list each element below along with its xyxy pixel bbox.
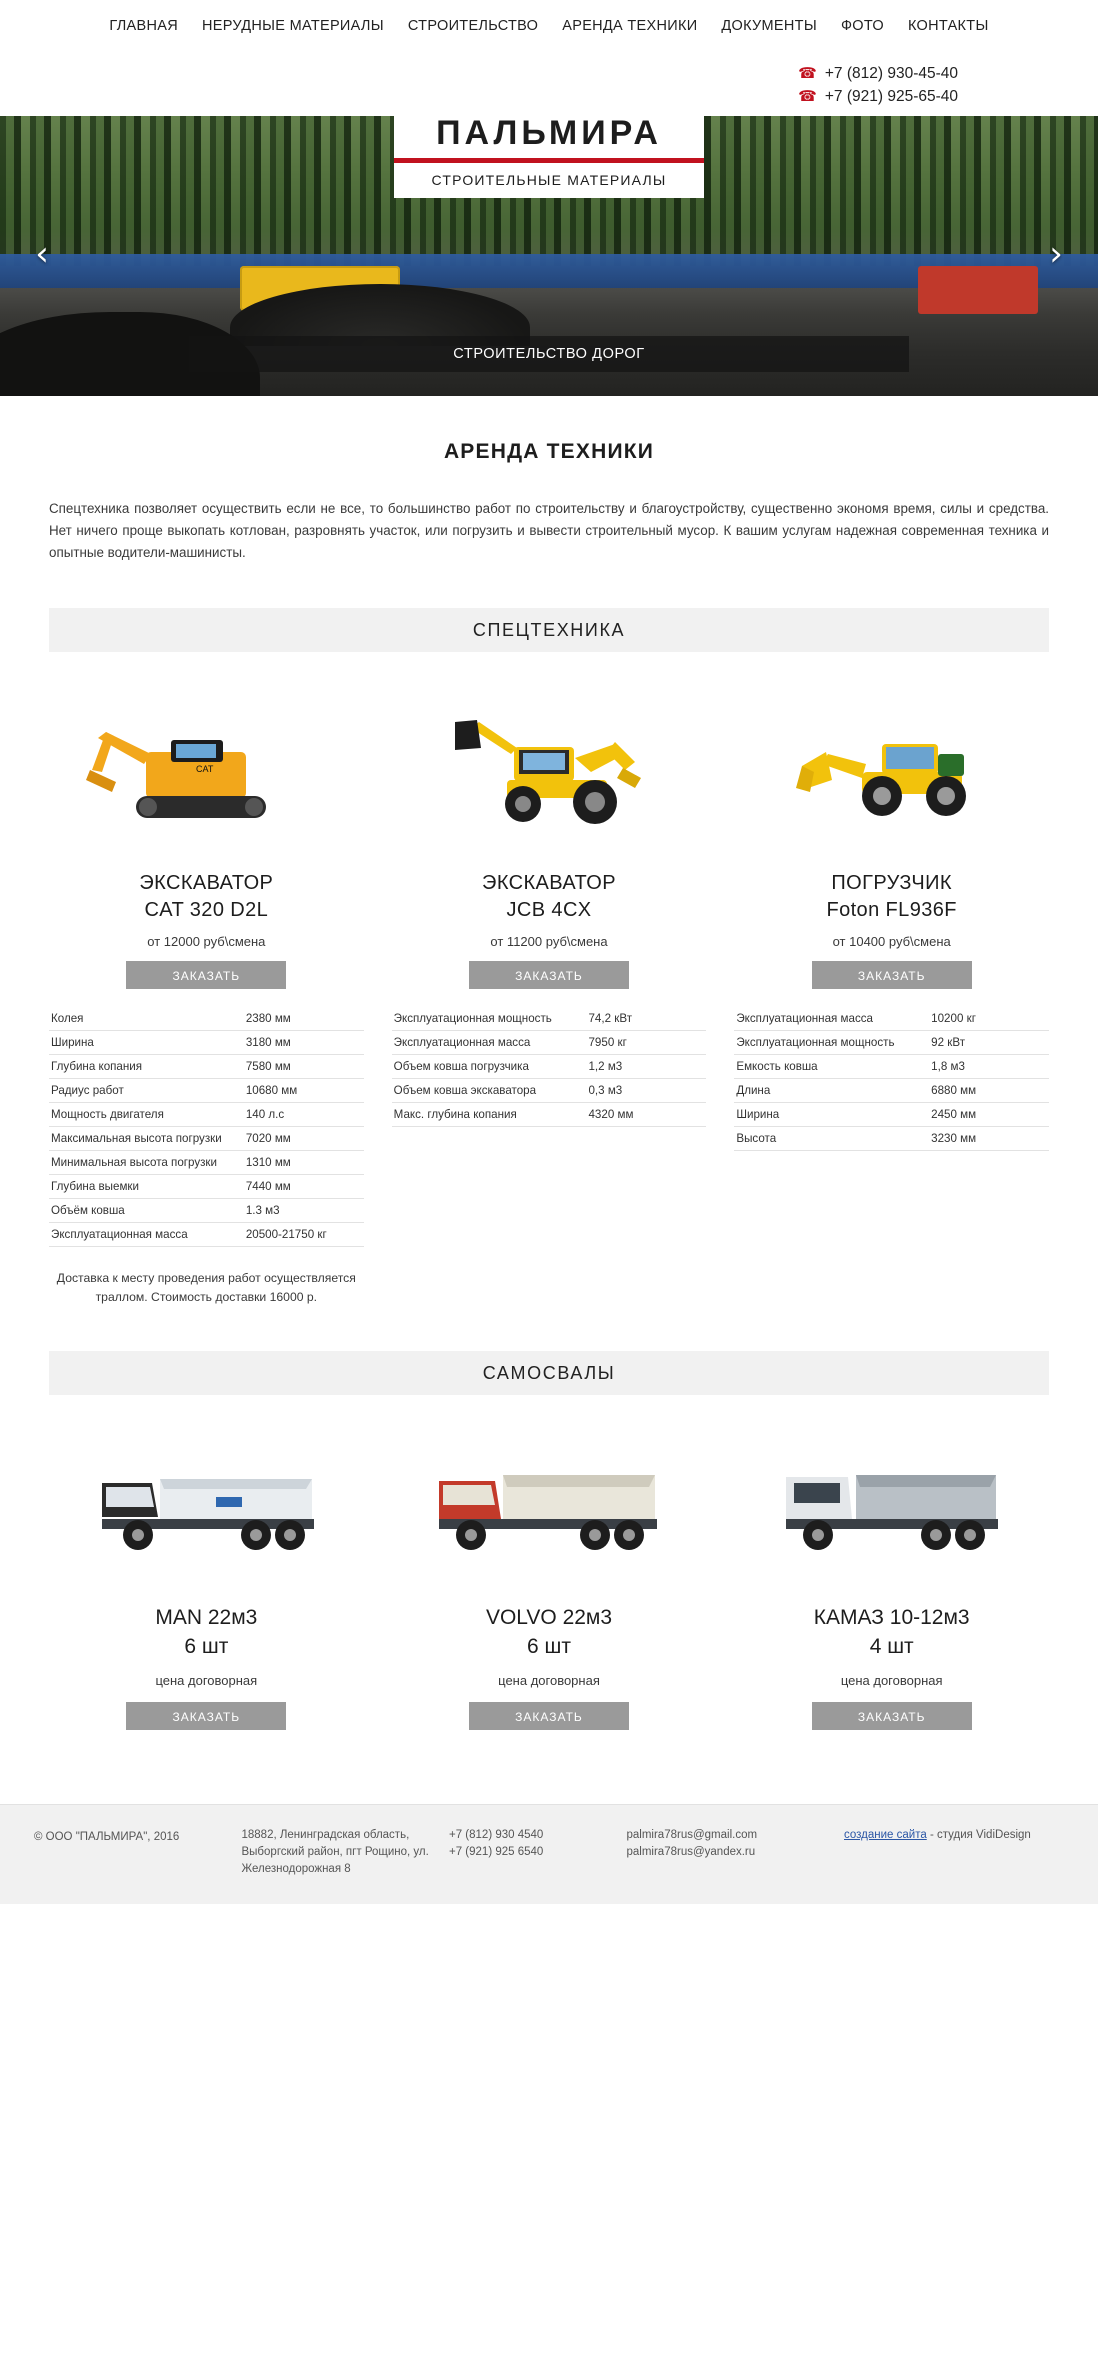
header-band [0,52,1098,116]
spec-value: 7580 мм [238,1055,364,1079]
product-price: цена договорная [840,1673,943,1688]
spec-value: 10680 мм [238,1079,364,1103]
svg-text:CAT: CAT [196,764,214,774]
spec-name: Глубина копания [49,1055,238,1079]
product-title [49,870,364,924]
loader-foton-image [734,678,1049,856]
product-title-line1: ПОГРУЗЧИК [831,872,952,894]
product-price: от 10400 руб\смена [832,934,951,949]
table-row [49,1223,364,1247]
section-title-special: СПЕЦТЕХНИКА [49,608,1049,652]
hero-machine-red [918,266,1038,314]
slider-prev-icon[interactable]: ‹ [35,234,49,274]
phone-icon: ☎ [798,88,817,105]
product-title-line2: JCB 4CX [506,899,592,921]
nav-item-home[interactable]: ГЛАВНАЯ [109,18,179,34]
order-button[interactable]: ЗАКАЗАТЬ [812,1702,972,1730]
spec-name: Эксплуатационная мощность [734,1031,923,1055]
table-row [734,1055,1049,1079]
spec-name: Эксплуатационная масса [392,1031,581,1055]
footer-email-1[interactable]: palmira78rus@gmail.com [626,1829,758,1841]
header-phone-2[interactable]: +7 (921) 925-65-40 [824,88,958,105]
footer-phone-1[interactable]: +7 (812) 930 4540 [449,1829,544,1841]
spec-name: Эксплуатационная масса [734,1007,923,1031]
spec-value: 2450 мм [923,1103,1049,1127]
section-title-dumpers: САМОСВАЛЫ [49,1351,1049,1395]
footer-developer-suffix: - студия VidiDesign [926,1829,1031,1841]
order-button[interactable]: ЗАКАЗАТЬ [812,961,972,989]
footer-developer [844,1827,1064,1878]
spec-value: 7020 мм [238,1127,364,1151]
truck-volvo-image [392,1421,707,1591]
spec-value: 2380 мм [238,1007,364,1031]
nav-item-documents[interactable]: ДОКУМЕНТЫ [721,18,817,34]
main-content [49,440,1049,564]
spec-value: 7950 кг [580,1031,706,1055]
nav-item-photo[interactable]: ФОТО [840,18,884,34]
section-spacer [0,1307,1098,1351]
spec-name: Объем ковша экскаватора [392,1079,581,1103]
dump-trucks-cards [49,1421,1049,1748]
header-phone-1[interactable]: +7 (812) 930-45-40 [824,65,958,82]
product-card-kamaz [734,1421,1049,1748]
footer-emails [627,1827,827,1878]
table-row [734,1103,1049,1127]
slider-next-icon[interactable]: › [1049,234,1063,274]
spec-value: 140 л.с [238,1103,364,1127]
table-row [49,1055,364,1079]
table-row [49,1103,364,1127]
main-navigation [0,0,1098,52]
footer-phones [449,1827,609,1878]
hero-slider [0,116,1098,396]
table-row [392,1103,707,1127]
product-title-line1: MAN 22м3 [155,1606,258,1629]
table-row [49,1079,364,1103]
nav-item-construction[interactable]: СТРОИТЕЛЬСТВО [407,18,539,34]
footer-developer-link[interactable]: создание сайта [844,1829,927,1841]
product-title-line2: Foton FL936F [826,899,957,921]
truck-man-image [49,1421,364,1591]
excavator-jcb-image [392,678,707,856]
spec-name: Длина [734,1079,923,1103]
spec-name: Высота [734,1127,923,1151]
spec-value: 4320 мм [580,1103,706,1127]
delivery-note: Доставка к месту проведения работ осуществляется траллом. Стоимость доставки 16000 р. [56,1271,356,1304]
product-title-line1: КАМАЗ 10-12м3 [813,1606,970,1629]
product-title-line1: VOLVO 22м3 [485,1606,613,1629]
product-title-line2: 4 шт [869,1635,914,1658]
spec-name: Эксплуатационная масса [49,1223,238,1247]
spec-name: Минимальная высота погрузки [49,1151,238,1175]
table-row [392,1007,707,1031]
product-title [392,1603,707,1661]
spec-name: Глубина выемки [49,1175,238,1199]
spec-value: 6880 мм [923,1079,1049,1103]
footer-phone-2[interactable]: +7 (921) 925 6540 [449,1846,544,1858]
table-row [49,1007,364,1031]
spec-name: Радиус работ [49,1079,238,1103]
footer-email-2[interactable]: palmira78rus@yandex.ru [626,1846,756,1858]
excavator-cat-image [49,678,364,856]
footer-address-line3: Железнодорожная 8 [241,1863,351,1875]
order-button[interactable]: ЗАКАЗАТЬ [126,961,286,989]
spec-value: 7440 мм [238,1175,364,1199]
product-price: от 11200 руб\смена [490,934,608,949]
spec-name: Макс. глубина копания [392,1103,581,1127]
order-button[interactable]: ЗАКАЗАТЬ [469,1702,629,1730]
spec-table [734,1007,1049,1151]
table-row [49,1199,364,1223]
product-card-man [49,1421,364,1748]
product-card-foton [734,678,1049,1307]
product-title [49,1603,364,1661]
spec-name: Объем ковша погрузчика [392,1055,581,1079]
product-title-line1: ЭКСКАВАТОР [139,872,274,894]
footer-address-line1: 18882, Ленинградская область, [241,1829,410,1841]
product-title-line2: CAT 320 D2L [144,899,269,921]
nav-item-contacts[interactable]: КОНТАКТЫ [907,18,989,34]
page-title: АРЕНДА ТЕХНИКИ [443,440,655,463]
product-title [734,870,1049,924]
spec-name: Объём ковша [49,1199,238,1223]
spec-value: 3230 мм [923,1127,1049,1151]
spec-name: Мощность двигателя [49,1103,238,1127]
table-row [392,1055,707,1079]
spec-value: 74,2 кВт [580,1007,706,1031]
order-button[interactable]: ЗАКАЗАТЬ [126,1702,286,1730]
table-row [734,1031,1049,1055]
product-card-volvo [392,1421,707,1748]
nav-item-nonmetallic[interactable]: НЕРУДНЫЕ МАТЕРИАЛЫ [202,18,384,34]
logo-wordmark: ПАЛЬМИРА [436,116,662,152]
spec-value: 1.3 м3 [238,1199,364,1223]
table-row [734,1079,1049,1103]
footer-address-line2: Выборгский район, пгт Рощино, ул. [241,1846,429,1858]
table-row [392,1079,707,1103]
table-row [734,1007,1049,1031]
product-title-line2: 6 шт [184,1635,229,1658]
site-logo[interactable] [394,116,704,198]
spec-name: Колея [49,1007,238,1031]
footer-copyright: © ООО "ПАЛЬМИРА", 2016 [34,1831,180,1843]
footer-address [242,1827,432,1878]
nav-item-equipment-rental[interactable]: АРЕНДА ТЕХНИКИ [562,18,698,34]
product-price: от 12000 руб\смена [147,934,266,949]
product-card-cat320 [49,678,364,1307]
table-row [49,1151,364,1175]
logo-tagline: СТРОИТЕЛЬНЫЕ МАТЕРИАЛЫ [394,163,704,198]
header-phones [798,62,958,108]
phone-icon: ☎ [798,65,817,82]
spec-value: 10200 кг [923,1007,1049,1031]
spec-value: 92 кВт [923,1031,1049,1055]
dump-trucks-section [49,1351,1049,1748]
product-title [392,870,707,924]
spec-table [49,1007,364,1247]
special-equipment-cards [49,678,1049,1307]
spec-value: 20500-21750 кг [238,1223,364,1247]
product-title-line1: ЭКСКАВАТОР [482,872,616,894]
table-row [734,1127,1049,1151]
intro-paragraph: Спецтехника позволяет осуществить если не все, то большинство работ по строительству и благоустройству, существенно экономя время, силы и средства. Нет ничего проще выкопать котлован, разровнять участок, или погрузить и вывести строительный мусор. К вашим услугам надежная современная техника и опытные водители-машинисты. [49,501,1049,560]
spec-table [392,1007,707,1127]
spec-value: 3180 мм [238,1031,364,1055]
spec-value: 1,2 м3 [580,1055,706,1079]
spec-value: 1310 мм [238,1151,364,1175]
product-price: цена договорная [155,1673,258,1688]
product-card-jcb4cx [392,678,707,1307]
spec-name: Эксплуатационная мощность [392,1007,581,1031]
special-equipment-section [49,608,1049,1307]
product-title [734,1603,1049,1661]
table-row [392,1031,707,1055]
product-title-line2: 6 шт [527,1635,571,1658]
spec-name: Максимальная высота погрузки [49,1127,238,1151]
order-button[interactable]: ЗАКАЗАТЬ [469,961,629,989]
spec-name: Емкость ковша [734,1055,923,1079]
table-row [49,1031,364,1055]
spec-value: 0,3 м3 [580,1079,706,1103]
table-row [49,1175,364,1199]
spec-name: Ширина [49,1031,238,1055]
spec-value: 1,8 м3 [923,1055,1049,1079]
product-price: цена договорная [498,1673,600,1688]
hero-caption: СТРОИТЕЛЬСТВО ДОРОГ [189,336,909,372]
truck-kamaz-image [734,1421,1049,1591]
table-row [49,1127,364,1151]
spec-name: Ширина [734,1103,923,1127]
site-footer [0,1804,1098,1904]
